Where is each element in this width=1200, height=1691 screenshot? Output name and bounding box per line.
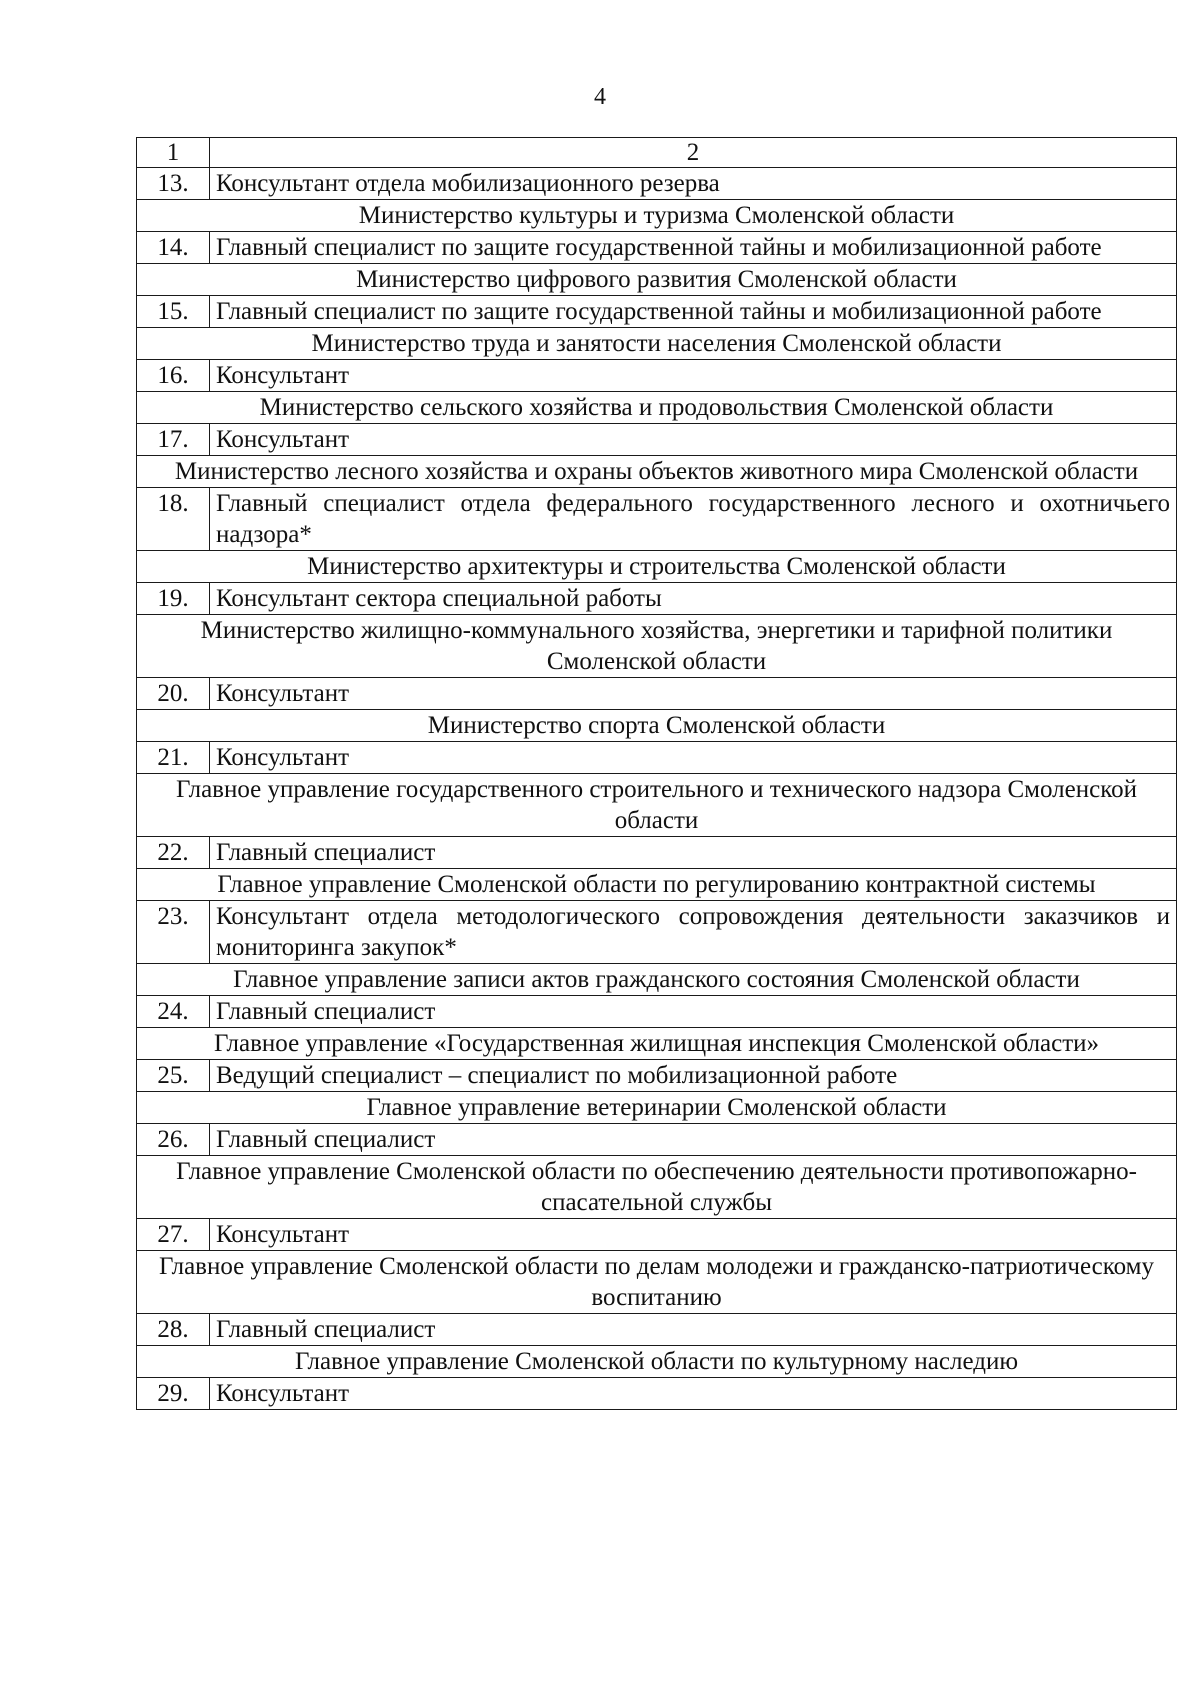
section-heading: Министерство сельского хозяйства и продовольствия Смоленской области bbox=[137, 392, 1177, 424]
table-row bbox=[137, 996, 1177, 1028]
position-title: Консультант отдела методологического сопровождения деятельности заказчиков и мониторинга закупок* bbox=[210, 901, 1177, 964]
page-number: 4 bbox=[594, 84, 606, 110]
table-row bbox=[137, 837, 1177, 869]
section-heading: Главное управление ветеринарии Смоленской области bbox=[137, 1092, 1177, 1124]
section-heading: Главное управление Смоленской области по делам молодежи и гражданско-патриотическому воспитанию bbox=[137, 1251, 1177, 1314]
row-number: 25. bbox=[137, 1060, 210, 1092]
row-number: 24. bbox=[137, 996, 210, 1028]
row-number: 23. bbox=[137, 901, 210, 964]
position-title: Консультант bbox=[210, 1219, 1177, 1251]
section-row bbox=[137, 964, 1177, 996]
row-number: 17. bbox=[137, 424, 210, 456]
position-title: Консультант bbox=[210, 678, 1177, 710]
section-row bbox=[137, 392, 1177, 424]
section-heading: Министерство лесного хозяйства и охраны объектов животного мира Смоленской области bbox=[137, 456, 1177, 488]
section-heading: Главное управление «Государственная жилищная инспекция Смоленской области» bbox=[137, 1028, 1177, 1060]
section-heading: Министерство цифрового развития Смоленской области bbox=[137, 264, 1177, 296]
position-title: Ведущий специалист – специалист по мобилизационной работе bbox=[210, 1060, 1177, 1092]
position-title: Консультант отдела мобилизационного резерва bbox=[210, 168, 1177, 200]
table-row bbox=[137, 583, 1177, 615]
section-row bbox=[137, 869, 1177, 901]
section-row bbox=[137, 456, 1177, 488]
row-number: 29. bbox=[137, 1378, 210, 1410]
row-number: 26. bbox=[137, 1124, 210, 1156]
table-header-row bbox=[137, 138, 1177, 168]
section-heading: Главное управление Смоленской области по регулированию контрактной системы bbox=[137, 869, 1177, 901]
table-row bbox=[137, 1060, 1177, 1092]
table-row bbox=[137, 1378, 1177, 1410]
section-row bbox=[137, 1251, 1177, 1314]
table-row bbox=[137, 901, 1177, 964]
table-row bbox=[137, 360, 1177, 392]
position-title: Главный специалист bbox=[210, 1124, 1177, 1156]
section-row bbox=[137, 200, 1177, 232]
row-number: 14. bbox=[137, 232, 210, 264]
row-number: 13. bbox=[137, 168, 210, 200]
position-title: Консультант сектора специальной работы bbox=[210, 583, 1177, 615]
position-title: Главный специалист bbox=[210, 996, 1177, 1028]
table-row bbox=[137, 678, 1177, 710]
table-row bbox=[137, 488, 1177, 551]
position-title: Консультант bbox=[210, 424, 1177, 456]
row-number: 19. bbox=[137, 583, 210, 615]
position-title: Консультант bbox=[210, 360, 1177, 392]
section-row bbox=[137, 1156, 1177, 1219]
row-number: 22. bbox=[137, 837, 210, 869]
row-number: 28. bbox=[137, 1314, 210, 1346]
section-heading: Главное управление государственного строительного и технического надзора Смоленской области bbox=[137, 774, 1177, 837]
section-heading: Главное управление Смоленской области по обеспечению деятельности противопожарно-спасательной службы bbox=[137, 1156, 1177, 1219]
column-header-title: 2 bbox=[210, 138, 1177, 168]
section-heading: Министерство труда и занятости населения Смоленской области bbox=[137, 328, 1177, 360]
section-heading: Главное управление Смоленской области по культурному наследию bbox=[137, 1346, 1177, 1378]
section-row bbox=[137, 1346, 1177, 1378]
section-row bbox=[137, 328, 1177, 360]
table-row bbox=[137, 1124, 1177, 1156]
row-number: 21. bbox=[137, 742, 210, 774]
position-title: Главный специалист отдела федерального государственного лесного и охотничьего надзора* bbox=[210, 488, 1177, 551]
section-row bbox=[137, 264, 1177, 296]
position-title: Главный специалист по защите государственной тайны и мобилизационной работе bbox=[210, 296, 1177, 328]
section-row bbox=[137, 551, 1177, 583]
section-heading: Главное управление записи актов гражданского состояния Смоленской области bbox=[137, 964, 1177, 996]
section-heading: Министерство жилищно-коммунального хозяйства, энергетики и тарифной политики Смоленской области bbox=[137, 615, 1177, 678]
section-heading: Министерство спорта Смоленской области bbox=[137, 710, 1177, 742]
table-row bbox=[137, 1314, 1177, 1346]
row-number: 15. bbox=[137, 296, 210, 328]
table-row bbox=[137, 232, 1177, 264]
section-row bbox=[137, 1028, 1177, 1060]
section-heading: Министерство культуры и туризма Смоленской области bbox=[137, 200, 1177, 232]
section-row bbox=[137, 615, 1177, 678]
row-number: 18. bbox=[137, 488, 210, 551]
table-row bbox=[137, 1219, 1177, 1251]
table-row bbox=[137, 168, 1177, 200]
column-header-number: 1 bbox=[137, 138, 210, 168]
table-row bbox=[137, 296, 1177, 328]
section-row bbox=[137, 774, 1177, 837]
position-title: Консультант bbox=[210, 1378, 1177, 1410]
row-number: 27. bbox=[137, 1219, 210, 1251]
position-title: Главный специалист bbox=[210, 1314, 1177, 1346]
row-number: 20. bbox=[137, 678, 210, 710]
positions-table bbox=[136, 137, 1177, 1410]
position-title: Главный специалист по защите государственной тайны и мобилизационной работе bbox=[210, 232, 1177, 264]
section-heading: Министерство архитектуры и строительства Смоленской области bbox=[137, 551, 1177, 583]
table-row bbox=[137, 742, 1177, 774]
section-row bbox=[137, 710, 1177, 742]
position-title: Главный специалист bbox=[210, 837, 1177, 869]
section-row bbox=[137, 1092, 1177, 1124]
table-row bbox=[137, 424, 1177, 456]
row-number: 16. bbox=[137, 360, 210, 392]
position-title: Консультант bbox=[210, 742, 1177, 774]
